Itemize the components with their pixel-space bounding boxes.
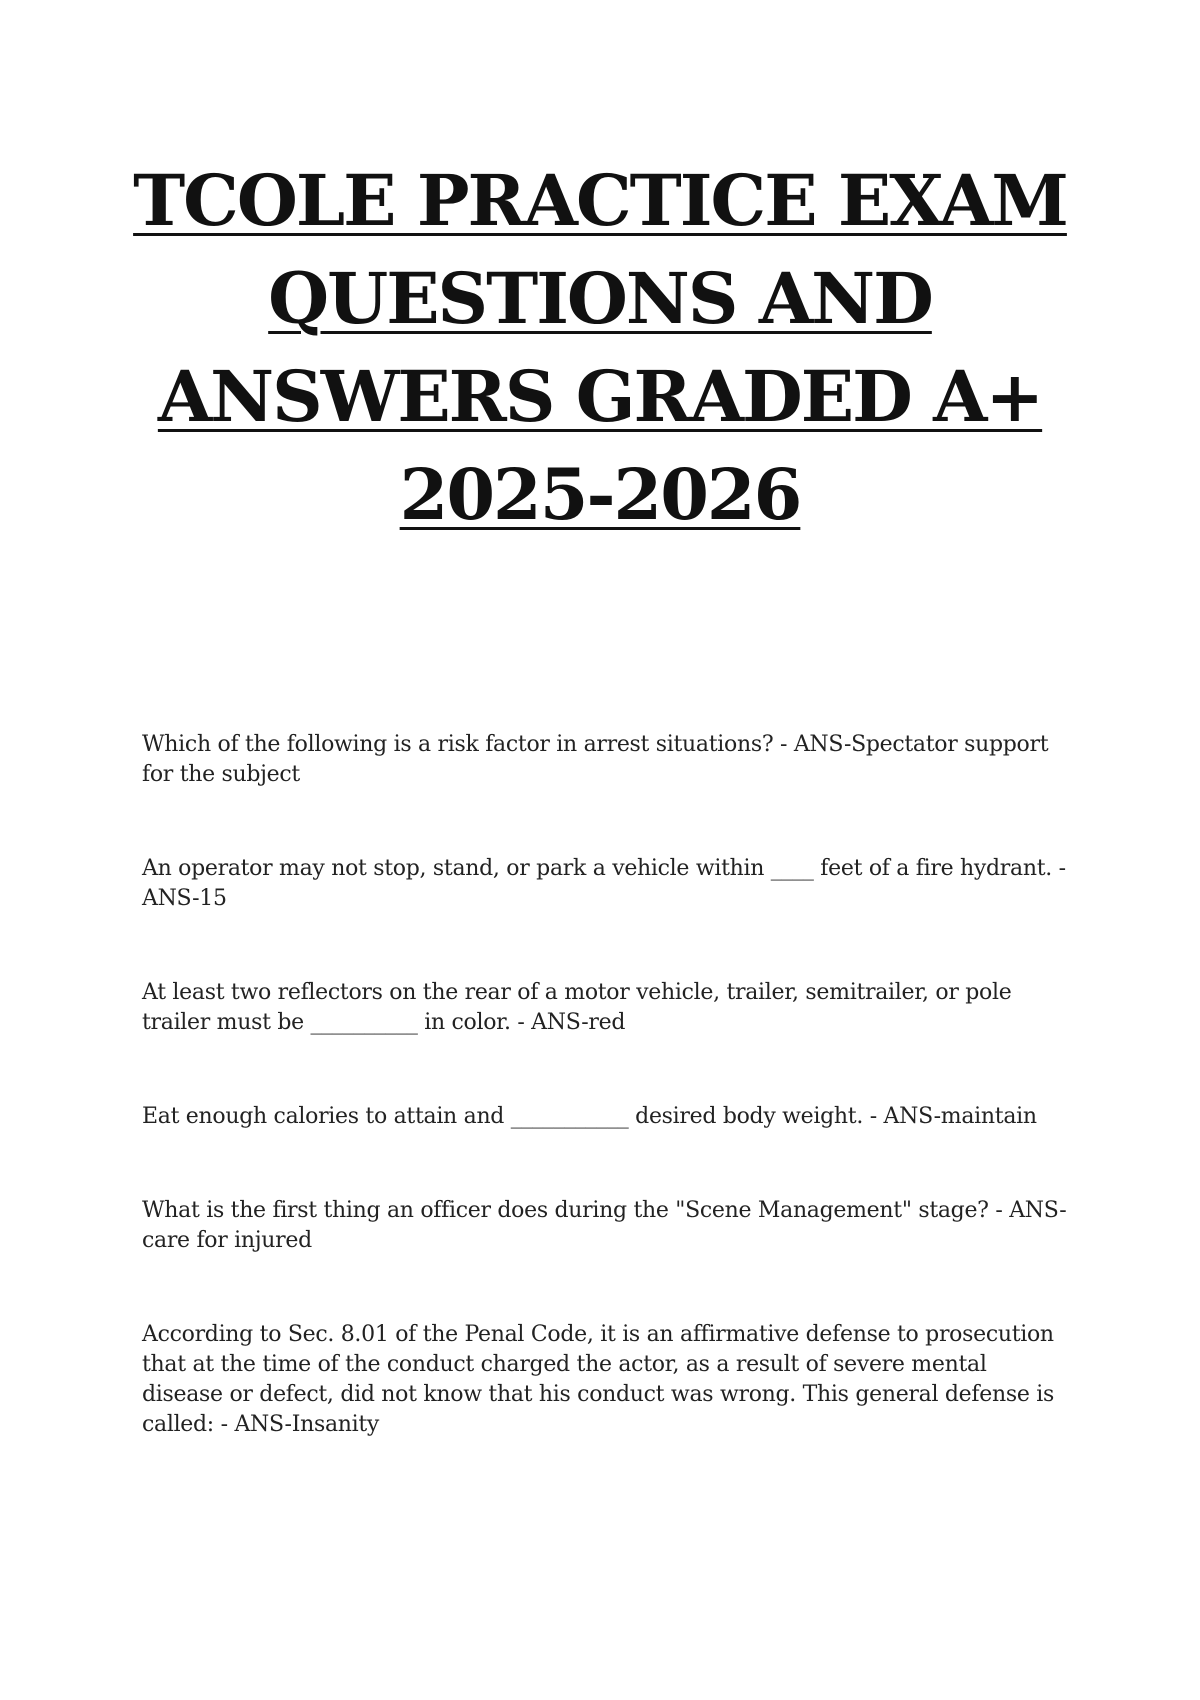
title-line-2: QUESTIONS AND [268,257,932,340]
qa-item-2: An operator may not stop, stand, or park a vehicle within ____ feet of a fire hydrant. - ANS-15 [142,856,1066,911]
title-line-1: TCOLE PRACTICE EXAM [133,159,1067,242]
qa-item-6: According to Sec. 8.01 of the Penal Code, it is an affirmative defense to prosecution that at the time of the conduct charged the actor, as a result of severe mental disease or defect, did not know that his conduct was wrong. This general defense is called: - ANS-Insanity [142,1322,1054,1437]
title-line-4: 2025-2026 [399,453,801,536]
qa-item-3: At least two reflectors on the rear of a motor vehicle, trailer, semitrailer, or pole trailer must be __________ in color. - ANS-red [142,980,1012,1035]
qa-list [142,730,1072,1440]
document-title [100,152,1100,544]
qa-item-4: Eat enough calories to attain and ___________ desired body weight. - ANS-maintain [142,1104,1037,1129]
qa-item-5: What is the first thing an officer does during the "Scene Management" stage? - ANS-care for injured [142,1198,1067,1253]
qa-item-1: Which of the following is a risk factor in arrest situations? - ANS-Spectator support for the subject [142,732,1049,787]
title-line-3: ANSWERS GRADED A+ [157,355,1043,438]
